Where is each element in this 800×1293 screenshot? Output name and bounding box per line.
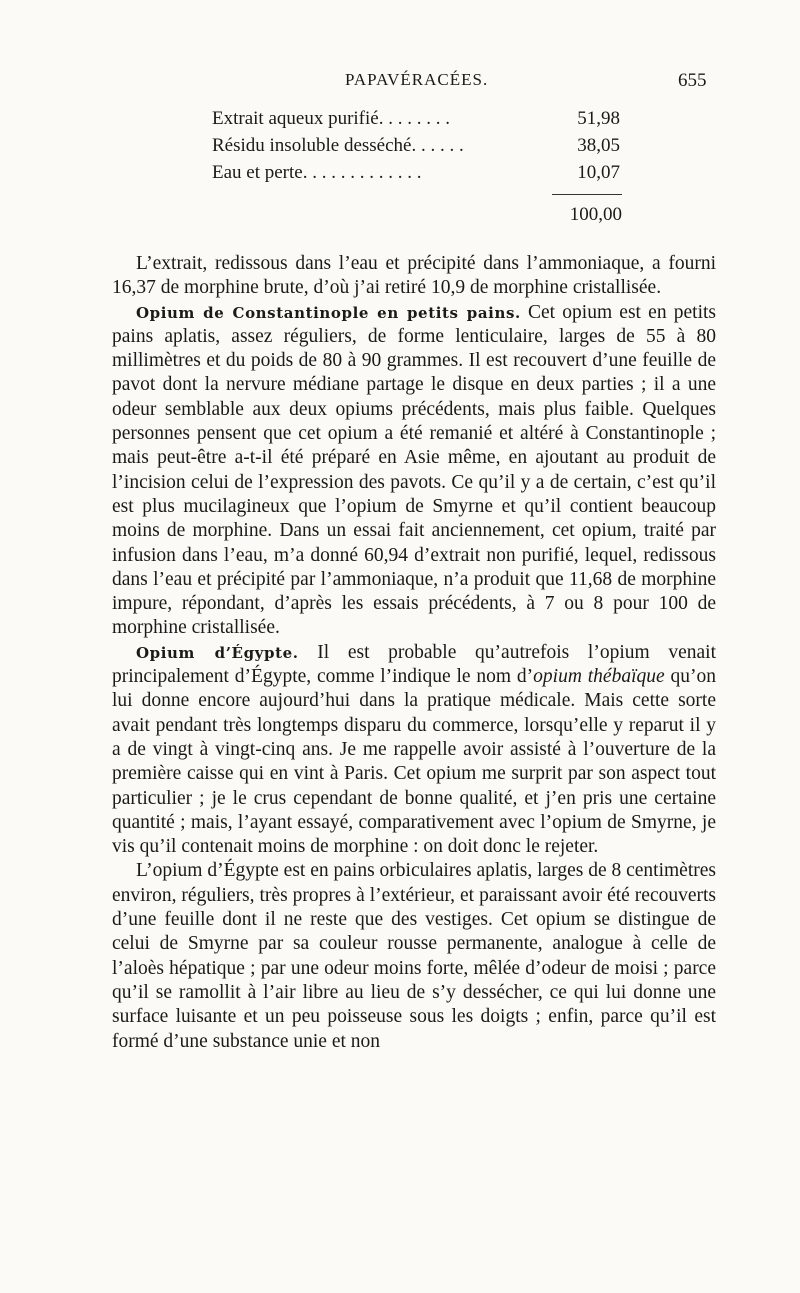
paragraph-text: qu’on lui donne encore aujourd’hui dans la pratique médicale. Mais cette sorte avait pendant très longtemps disparu du commerce, lorsqu’elle y reparut il y a de vingt à vingt-cinq ans. Je me rappelle avoir assisté à l’ouverture de la première caisse qui en vint à Paris. Cet opium me surprit par son aspect tout particulier ; je le crus cependant de bonne qualité, et j’en pris une certaine quantité ; mais, l’ayant essayé, comparativement avec l’opium de Smyrne, je vis qu’il contenait moins de morphine : on doit donc le rejeter. [112,666,716,858]
row-value: 10,07 [577,162,620,183]
row-label: Eau et perte. . . . . . . . . . . . . [212,162,422,183]
section-heading-egypt: Opium d’Égypte. [136,643,299,662]
table-row [212,162,632,189]
paragraph-egypt-description: L’opium d’Égypte est en pains orbiculaires aplatis, larges de 8 centimètres environ, réguliers, très propres à l’extérieur, et paraissant avoir été recouverts d’une feuille dont il ne reste que des vestiges. Cet opium se distingue de celui de Smyrne par sa couleur rousse permanente, analogue à celle de l’aloès hépatique ; par une odeur moins forte, mêlée d’odeur de moisi ; parce qu’il se ramollit à l’air libre au lieu de s’y dessécher, ce qui lui donne une surface luisante et un peu poisseuse sous les doigts ; enfin, parce qu’il est formé d’une substance unie et non [112,860,716,1052]
italic-term: opium thébaïque [533,666,665,688]
paragraph-extract-result: L’extrait, redissous dans l’eau et précipité dans l’ammoniaque, a fourni 16,37 de morphine brute, d’où j’ai retiré 10,9 de morphine cristallisée. [112,253,716,299]
body-text [112,252,716,1054]
paragraph-text: Il est probable qu’autrefois l’opium venait principalement d’Égypte, comme l’indique le nom d’ [112,641,716,688]
row-label: Résidu insoluble desséché. . . . . . [212,135,464,156]
table-row [212,108,632,135]
running-header [0,70,800,96]
sum-rule [552,194,622,195]
table-total: 100,00 [569,204,622,225]
page-number: 655 [678,70,707,91]
row-label: Extrait aqueux purifié. . . . . . . . [212,108,450,129]
table-row [212,135,632,162]
row-value: 38,05 [577,135,620,156]
row-value: 51,98 [577,108,620,129]
chapter-title: PAPAVÉRACÉES. [345,70,489,89]
paragraph-text: Cet opium est en petits pains aplatis, assez réguliers, de forme lenticulaire, larges de 55 à 80 millimètres et du poids de 80 à 90 grammes. Il est recouvert d’une feuille de pavot dont la nervure médiane partage le disque en deux parties ; il a une odeur semblable aux deux opiums précédents, mais plus faible. Quelques personnes pensent que cet opium a été remanié et altéré à Constantinople ; mais peut-être a-t-il été préparé en Asie même, en ajoutant au produit de l’incision celui de l’expression des pavots. Ce qu’il y a de certain, c’est qu’il est plus mucilagineux que l’opium de Smyrne et qu’il contient beaucoup moins de morphine. Dans un essai fait anciennement, cet opium, traité par infusion dans l’eau, m’a donné 60,94 d’extrait non purifié, lequel, redissous dans l’eau et précipité par l’ammoniaque, n’a produit que 11,68 de morphine impure, répondant, d’après les essais précédents, à 7 ou 8 pour 100 de morphine cristallisée. [112,301,717,639]
paragraph-constantinople [112,301,716,641]
analysis-table [212,108,632,189]
section-heading-constantinople: Opium de Constantinople en petits pains. [136,303,521,322]
paragraph-egypt [112,641,716,860]
